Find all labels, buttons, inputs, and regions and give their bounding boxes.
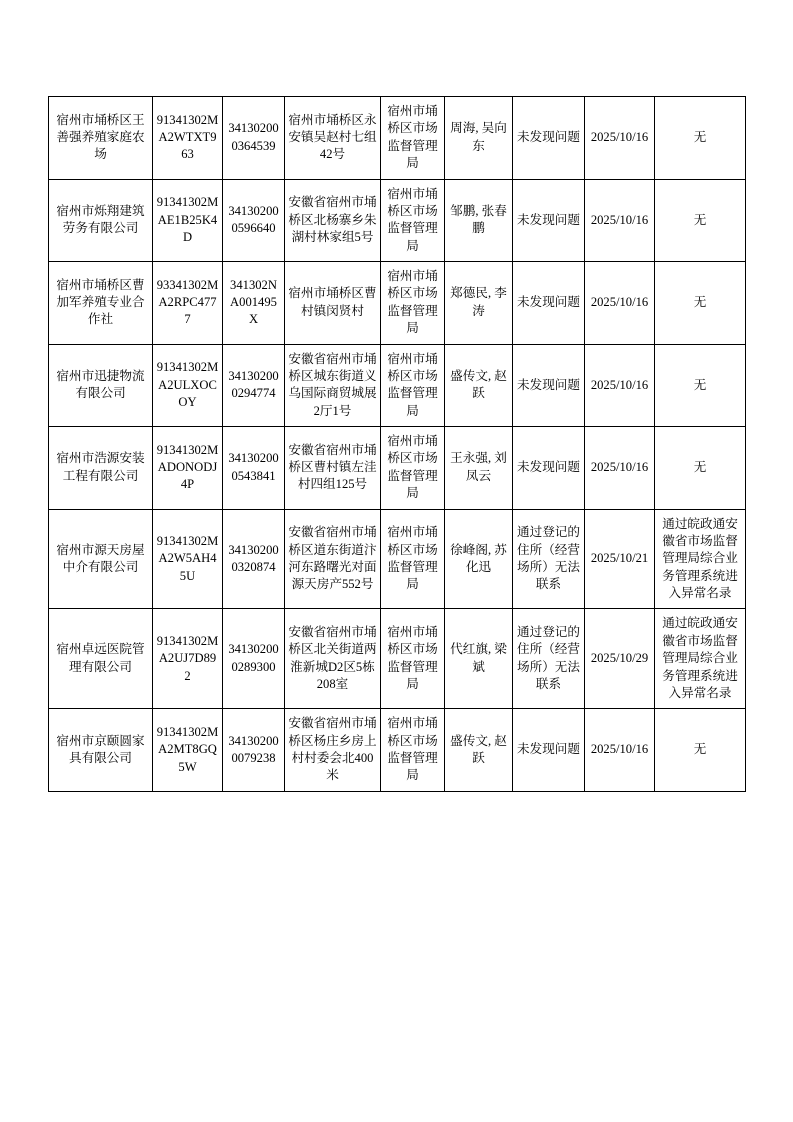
cell-authority: 宿州市埇桥区市场监督管理局 xyxy=(381,427,445,510)
cell-date: 2025/10/16 xyxy=(585,427,655,510)
table-row xyxy=(49,427,746,510)
cell-date: 2025/10/16 xyxy=(585,344,655,427)
cell-date: 2025/10/29 xyxy=(585,609,655,709)
cell-authority: 宿州市埇桥区市场监督管理局 xyxy=(381,709,445,792)
cell-address: 安徽省宿州市埇桥区城东街道义乌国际商贸城展2厅1号 xyxy=(285,344,381,427)
cell-remark: 无 xyxy=(655,427,746,510)
cell-enterprise-name: 宿州市迅捷物流有限公司 xyxy=(49,344,153,427)
cell-remark: 无 xyxy=(655,344,746,427)
cell-date: 2025/10/16 xyxy=(585,709,655,792)
cell-address: 安徽省宿州市埇桥区北杨寨乡朱湖村林家组5号 xyxy=(285,179,381,262)
cell-credit-code: 91341302MADONODJ4P xyxy=(153,427,223,510)
cell-enterprise-name: 宿州市浩源安装工程有限公司 xyxy=(49,427,153,510)
cell-address: 安徽省宿州市埇桥区曹村镇左洼村四组125号 xyxy=(285,427,381,510)
cell-result: 未发现问题 xyxy=(513,262,585,345)
cell-address: 安徽省宿州市埇桥区北关街道两淮新城D2区5栋208室 xyxy=(285,609,381,709)
cell-inspectors: 盛传文, 赵跃 xyxy=(445,709,513,792)
cell-authority: 宿州市埇桥区市场监督管理局 xyxy=(381,509,445,609)
cell-registration-number: 341302000543841 xyxy=(223,427,285,510)
cell-remark: 无 xyxy=(655,709,746,792)
table-row xyxy=(49,262,746,345)
cell-authority: 宿州市埇桥区市场监督管理局 xyxy=(381,97,445,180)
cell-credit-code: 91341302MA2WTXT963 xyxy=(153,97,223,180)
cell-date: 2025/10/16 xyxy=(585,262,655,345)
cell-address: 安徽省宿州市埇桥区杨庄乡房上村村委会北400米 xyxy=(285,709,381,792)
cell-enterprise-name: 宿州市埇桥区曹加军养殖专业合作社 xyxy=(49,262,153,345)
cell-credit-code: 91341302MA2W5AH45U xyxy=(153,509,223,609)
table-row xyxy=(49,179,746,262)
cell-credit-code: 91341302MA2ULXOCOY xyxy=(153,344,223,427)
cell-registration-number: 341302000294774 xyxy=(223,344,285,427)
cell-result: 通过登记的住所（经营场所）无法联系 xyxy=(513,609,585,709)
cell-enterprise-name: 宿州卓远医院管理有限公司 xyxy=(49,609,153,709)
cell-result: 未发现问题 xyxy=(513,179,585,262)
table-row xyxy=(49,344,746,427)
table-body xyxy=(49,97,746,792)
cell-registration-number: 341302000079238 xyxy=(223,709,285,792)
cell-date: 2025/10/21 xyxy=(585,509,655,609)
cell-registration-number: 341302NA001495X xyxy=(223,262,285,345)
cell-result: 未发现问题 xyxy=(513,427,585,510)
cell-authority: 宿州市埇桥区市场监督管理局 xyxy=(381,609,445,709)
cell-remark: 通过皖政通安徽省市场监督管理局综合业务管理系统进入异常名录 xyxy=(655,609,746,709)
cell-registration-number: 341302000364539 xyxy=(223,97,285,180)
inspection-results-table xyxy=(48,96,746,792)
cell-inspectors: 代红旗, 梁斌 xyxy=(445,609,513,709)
cell-credit-code: 93341302MA2RPC4777 xyxy=(153,262,223,345)
cell-date: 2025/10/16 xyxy=(585,179,655,262)
cell-address: 安徽省宿州市埇桥区道东街道汴河东路曙光对面源天房产552号 xyxy=(285,509,381,609)
cell-inspectors: 周海, 吴向东 xyxy=(445,97,513,180)
table-row xyxy=(49,709,746,792)
cell-result: 未发现问题 xyxy=(513,344,585,427)
cell-enterprise-name: 宿州市京颐圆家具有限公司 xyxy=(49,709,153,792)
cell-date: 2025/10/16 xyxy=(585,97,655,180)
cell-inspectors: 邹鹏, 张春鹏 xyxy=(445,179,513,262)
cell-credit-code: 91341302MA2UJ7D892 xyxy=(153,609,223,709)
cell-inspectors: 郑德民, 李涛 xyxy=(445,262,513,345)
cell-registration-number: 341302000289300 xyxy=(223,609,285,709)
table-row xyxy=(49,509,746,609)
cell-remark: 通过皖政通安徽省市场监督管理局综合业务管理系统进入异常名录 xyxy=(655,509,746,609)
cell-authority: 宿州市埇桥区市场监督管理局 xyxy=(381,179,445,262)
cell-registration-number: 341302000596640 xyxy=(223,179,285,262)
table-row xyxy=(49,97,746,180)
cell-inspectors: 盛传文, 赵跃 xyxy=(445,344,513,427)
cell-credit-code: 91341302MA2MT8GQ5W xyxy=(153,709,223,792)
cell-address: 宿州市埇桥区永安镇吴赵村七组42号 xyxy=(285,97,381,180)
cell-credit-code: 91341302MAE1B25K4D xyxy=(153,179,223,262)
cell-registration-number: 341302000320874 xyxy=(223,509,285,609)
cell-authority: 宿州市埇桥区市场监督管理局 xyxy=(381,262,445,345)
cell-enterprise-name: 宿州市烁翔建筑劳务有限公司 xyxy=(49,179,153,262)
cell-enterprise-name: 宿州市源天房屋中介有限公司 xyxy=(49,509,153,609)
cell-result: 未发现问题 xyxy=(513,97,585,180)
cell-remark: 无 xyxy=(655,262,746,345)
cell-inspectors: 王永强, 刘凤云 xyxy=(445,427,513,510)
cell-authority: 宿州市埇桥区市场监督管理局 xyxy=(381,344,445,427)
cell-enterprise-name: 宿州市埇桥区王善强养殖家庭农场 xyxy=(49,97,153,180)
cell-result: 通过登记的住所（经营场所）无法联系 xyxy=(513,509,585,609)
cell-remark: 无 xyxy=(655,179,746,262)
cell-result: 未发现问题 xyxy=(513,709,585,792)
cell-remark: 无 xyxy=(655,97,746,180)
table-row xyxy=(49,609,746,709)
cell-address: 宿州市埇桥区曹村镇闵贤村 xyxy=(285,262,381,345)
cell-inspectors: 徐峰阁, 苏化迅 xyxy=(445,509,513,609)
